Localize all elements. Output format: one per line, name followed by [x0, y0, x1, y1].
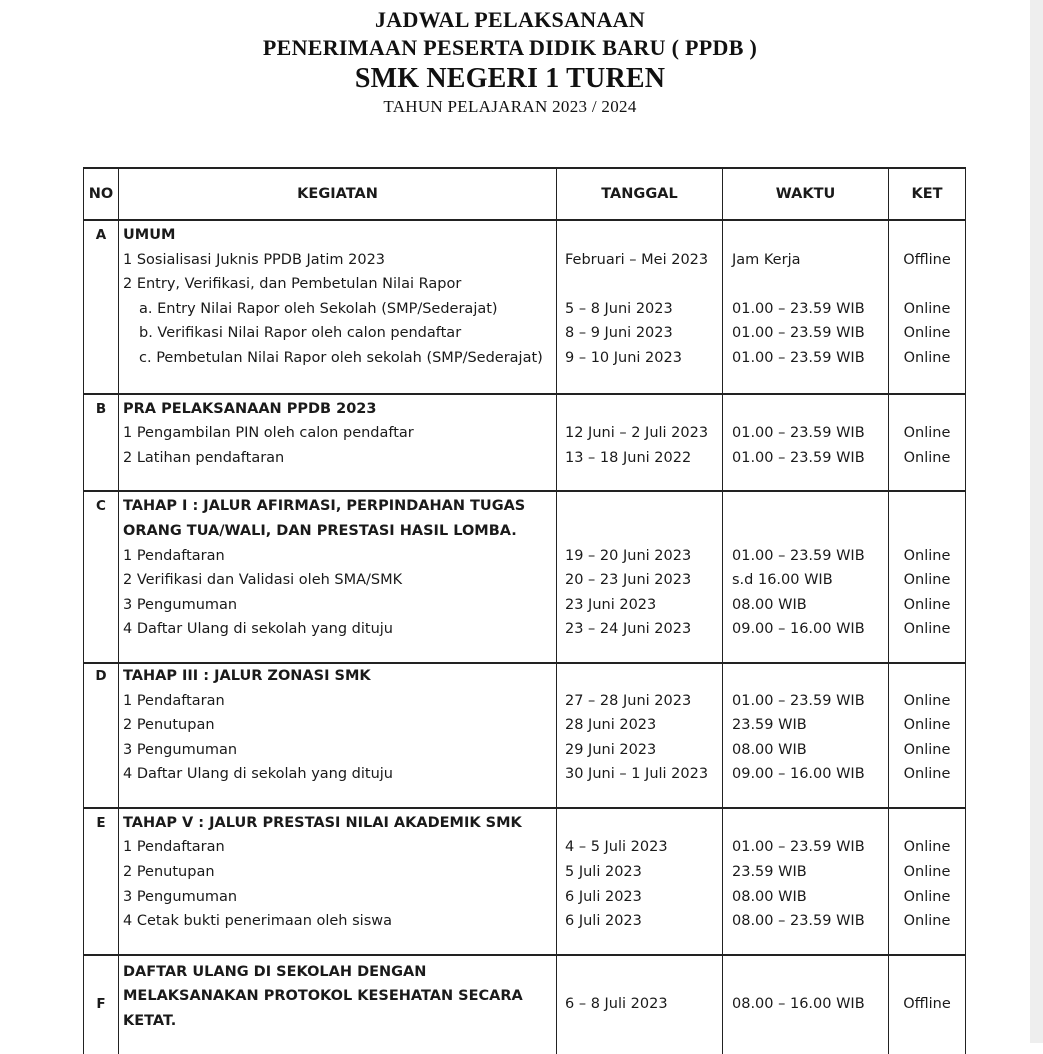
- time-value: 08.00 – 23.59 WIB: [732, 913, 865, 930]
- kegiatan-cell: [119, 808, 557, 955]
- mode-value: Online: [903, 888, 951, 905]
- time-value: 23.59 WIB: [732, 717, 807, 734]
- time-value: Jam Kerja: [732, 251, 801, 268]
- kegiatan-cell: [119, 220, 557, 394]
- activity-item: 2 Entry, Verifikasi, dan Pembetulan Nilai Rapor: [123, 276, 462, 293]
- date-value: 12 Juni – 2 Juli 2023: [565, 425, 709, 442]
- activity-item: 2 Latihan pendaftaran: [123, 449, 285, 466]
- section-number: [84, 220, 119, 394]
- tanggal-cell: [557, 491, 723, 663]
- table-row: [84, 663, 966, 808]
- time-value: 01.00 – 23.59 WIB: [732, 349, 865, 366]
- page-edge-strip: [1030, 0, 1043, 1043]
- ket-cell: [889, 491, 966, 663]
- date-value: 5 Juli 2023: [565, 864, 642, 881]
- activity-item: 2 Verifikasi dan Validasi oleh SMA/SMK: [123, 572, 403, 589]
- header-kegiatan: KEGIATAN: [119, 168, 557, 220]
- section-number: [84, 663, 119, 808]
- academic-year: TAHUN PELAJARAN 2023 / 2024: [383, 97, 637, 116]
- mode-value: Online: [903, 547, 951, 564]
- mode-value: Online: [903, 692, 951, 709]
- activity-item: a. Entry Nilai Rapor oleh Sekolah (SMP/Sederajat): [139, 300, 498, 317]
- ket-cell: [889, 808, 966, 955]
- activity-item: 4 Cetak bukti penerimaan oleh siswa: [123, 913, 392, 930]
- date-value: 6 Juli 2023: [565, 913, 642, 930]
- activity-item: 1 Sosialisasi Juknis PPDB Jatim 2023: [123, 251, 386, 268]
- waktu-cell: [723, 220, 889, 394]
- blank-line: [889, 811, 965, 836]
- blank-line: [557, 519, 722, 544]
- time-value: 01.00 – 23.59 WIB: [732, 300, 865, 317]
- table-row: [84, 394, 966, 492]
- tanggal-cell: [557, 220, 723, 394]
- date-value: [557, 272, 722, 297]
- activity-item: 1 Pengambilan PIN oleh calon pendaftar: [123, 425, 414, 442]
- time-value: 01.00 – 23.59 WIB: [732, 449, 865, 466]
- date-value: 23 – 24 Juni 2023: [565, 621, 692, 638]
- activity-item: b. Verifikasi Nilai Rapor oleh calon pendaftar: [139, 325, 462, 342]
- date-value: 20 – 23 Juni 2023: [565, 572, 692, 589]
- section-b: [84, 394, 966, 492]
- activity-item: 1 Pendaftaran: [123, 839, 225, 856]
- section-f: [84, 955, 966, 1054]
- date-value: 30 Juni – 1 Juli 2023: [565, 766, 709, 783]
- section-title: PRA PELAKSANAAN PPDB 2023: [123, 400, 377, 417]
- table-header-row: [84, 168, 966, 220]
- school-name: SMK NEGERI 1 TUREN: [354, 63, 666, 94]
- section-label: A: [95, 227, 107, 243]
- activity-item: 4 Daftar Ulang di sekolah yang dituju: [123, 766, 393, 783]
- date-value: 19 – 20 Juni 2023: [565, 547, 692, 564]
- date-value: 6 – 8 Juli 2023: [565, 996, 668, 1013]
- time-value: 08.00 WIB: [732, 888, 807, 905]
- activity-item: c. Pembetulan Nilai Rapor oleh sekolah (SMP/Sederajat): [139, 349, 543, 366]
- date-value: 9 – 10 Juni 2023: [565, 349, 682, 366]
- blank-line: [723, 811, 888, 836]
- blank-line: [889, 494, 965, 519]
- date-value: 13 – 18 Juni 2022: [565, 449, 692, 466]
- ket-cell: [889, 394, 966, 492]
- mode-value: Online: [903, 839, 951, 856]
- mode-value: Online: [903, 349, 951, 366]
- table-row: [84, 220, 966, 394]
- section-title: DAFTAR ULANG DI SEKOLAH DENGAN: [123, 963, 427, 980]
- activity-item: 3 Pengumuman: [123, 741, 238, 758]
- mode-value: Online: [903, 572, 951, 589]
- date-value: 6 Juli 2023: [565, 888, 642, 905]
- mode-value: Online: [903, 717, 951, 734]
- blank-line: [723, 664, 888, 689]
- activity-item: 1 Pendaftaran: [123, 692, 225, 709]
- section-label: D: [95, 667, 107, 684]
- blank-line: [723, 494, 888, 519]
- blank-line: [557, 223, 722, 248]
- section-a: [84, 220, 966, 394]
- blank-line: [557, 397, 722, 422]
- time-value: [723, 272, 888, 297]
- time-value: 01.00 – 23.59 WIB: [732, 325, 865, 342]
- section-title: UMUM: [123, 227, 176, 243]
- blank-line: [889, 223, 965, 248]
- kegiatan-cell: [119, 394, 557, 492]
- mode-value: Online: [903, 425, 951, 442]
- section-number: [84, 491, 119, 663]
- document-title: [0, 6, 1020, 118]
- date-value: 29 Juni 2023: [565, 741, 657, 758]
- time-value: 01.00 – 23.59 WIB: [732, 425, 865, 442]
- section-e: [84, 808, 966, 955]
- tanggal-cell: [557, 663, 723, 808]
- section-number: [84, 394, 119, 492]
- date-value: 4 – 5 Juli 2023: [565, 839, 668, 856]
- section-number: [84, 808, 119, 955]
- mode-value: Online: [903, 864, 951, 881]
- kegiatan-cell: [119, 663, 557, 808]
- waktu-cell: [723, 394, 889, 492]
- mode-value: Online: [903, 325, 951, 342]
- activity-item: 3 Pengumuman: [123, 888, 238, 905]
- date-value: Februari – Mei 2023: [565, 251, 709, 268]
- mode-value: Online: [903, 449, 951, 466]
- mode-value: Online: [903, 741, 951, 758]
- activity-item: 2 Penutupan: [123, 717, 215, 734]
- mode-value: Online: [903, 596, 951, 613]
- blank-line: [889, 664, 965, 689]
- section-title: ORANG TUA/WALI, DAN PRESTASI HASIL LOMBA.: [123, 522, 517, 539]
- date-value: 28 Juni 2023: [565, 717, 657, 734]
- waktu-cell: [723, 808, 889, 955]
- section-label: B: [95, 400, 107, 417]
- blank-line: [557, 494, 722, 519]
- header-no: NO: [84, 168, 119, 220]
- ket-cell: [889, 220, 966, 394]
- section-label: F: [96, 996, 106, 1013]
- date-value: 27 – 28 Juni 2023: [565, 692, 692, 709]
- waktu-cell: [723, 955, 889, 1054]
- mode-value: Online: [903, 766, 951, 783]
- time-value: 08.00 – 16.00 WIB: [732, 996, 865, 1013]
- time-value: 09.00 – 16.00 WIB: [732, 621, 865, 638]
- section-title: TAHAP III : JALUR ZONASI SMK: [123, 667, 371, 684]
- header-tanggal: TANGGAL: [557, 168, 723, 220]
- title-line-2: PENERIMAAN PESERTA DIDIK BARU ( PPDB ): [262, 35, 758, 60]
- section-title: TAHAP V : JALUR PRESTASI NILAI AKADEMIK SMK: [123, 814, 522, 831]
- tanggal-cell: [557, 394, 723, 492]
- blank-line: [723, 223, 888, 248]
- ket-cell: [889, 955, 966, 1054]
- mode-value: Online: [903, 913, 951, 930]
- blank-line: [723, 519, 888, 544]
- kegiatan-cell: [119, 491, 557, 663]
- mode-value: Online: [903, 300, 951, 317]
- time-value: 01.00 – 23.59 WIB: [732, 692, 865, 709]
- blank-line: [889, 397, 965, 422]
- table-row: [84, 808, 966, 955]
- kegiatan-cell: [119, 955, 557, 1054]
- time-value: 08.00 WIB: [732, 741, 807, 758]
- mode-value: Offline: [903, 251, 951, 268]
- tanggal-cell: [557, 955, 723, 1054]
- section-label: E: [96, 814, 106, 831]
- time-value: 23.59 WIB: [732, 864, 807, 881]
- section-label: C: [96, 498, 106, 515]
- title-line-1: JADWAL PELAKSANAAN: [374, 7, 646, 32]
- blank-line: [557, 811, 722, 836]
- section-title: MELAKSANAKAN PROTOKOL KESEHATAN SECARA: [123, 988, 523, 1005]
- tanggal-cell: [557, 808, 723, 955]
- blank-line: [557, 664, 722, 689]
- activity-item: 1 Pendaftaran: [123, 547, 225, 564]
- header-waktu: WAKTU: [723, 168, 889, 220]
- date-value: 5 – 8 Juni 2023: [565, 300, 673, 317]
- time-value: s.d 16.00 WIB: [732, 572, 833, 589]
- time-value: 08.00 WIB: [732, 596, 807, 613]
- table-row: [84, 491, 966, 663]
- time-value: 01.00 – 23.59 WIB: [732, 839, 865, 856]
- date-value: 23 Juni 2023: [565, 596, 657, 613]
- activity-item: 4 Daftar Ulang di sekolah yang dituju: [123, 621, 393, 638]
- mode-value: Online: [903, 621, 951, 638]
- section-d: [84, 663, 966, 808]
- waktu-cell: [723, 663, 889, 808]
- time-value: 09.00 – 16.00 WIB: [732, 766, 865, 783]
- blank-line: [723, 397, 888, 422]
- ket-cell: [889, 663, 966, 808]
- time-value: 01.00 – 23.59 WIB: [732, 547, 865, 564]
- activity-item: 3 Pengumuman: [123, 596, 238, 613]
- section-number: [84, 955, 119, 1054]
- blank-line: [889, 519, 965, 544]
- header-ket: KET: [889, 168, 966, 220]
- section-title: KETAT.: [123, 1013, 177, 1030]
- table-row: [84, 955, 966, 1054]
- mode-value: [889, 272, 965, 297]
- section-c: [84, 491, 966, 663]
- section-title: TAHAP I : JALUR AFIRMASI, PERPINDAHAN TUGAS: [123, 498, 526, 515]
- mode-value: Offline: [903, 996, 951, 1013]
- date-value: 8 – 9 Juni 2023: [565, 325, 673, 342]
- waktu-cell: [723, 491, 889, 663]
- schedule-table: [83, 167, 966, 1054]
- activity-item: 2 Penutupan: [123, 864, 215, 881]
